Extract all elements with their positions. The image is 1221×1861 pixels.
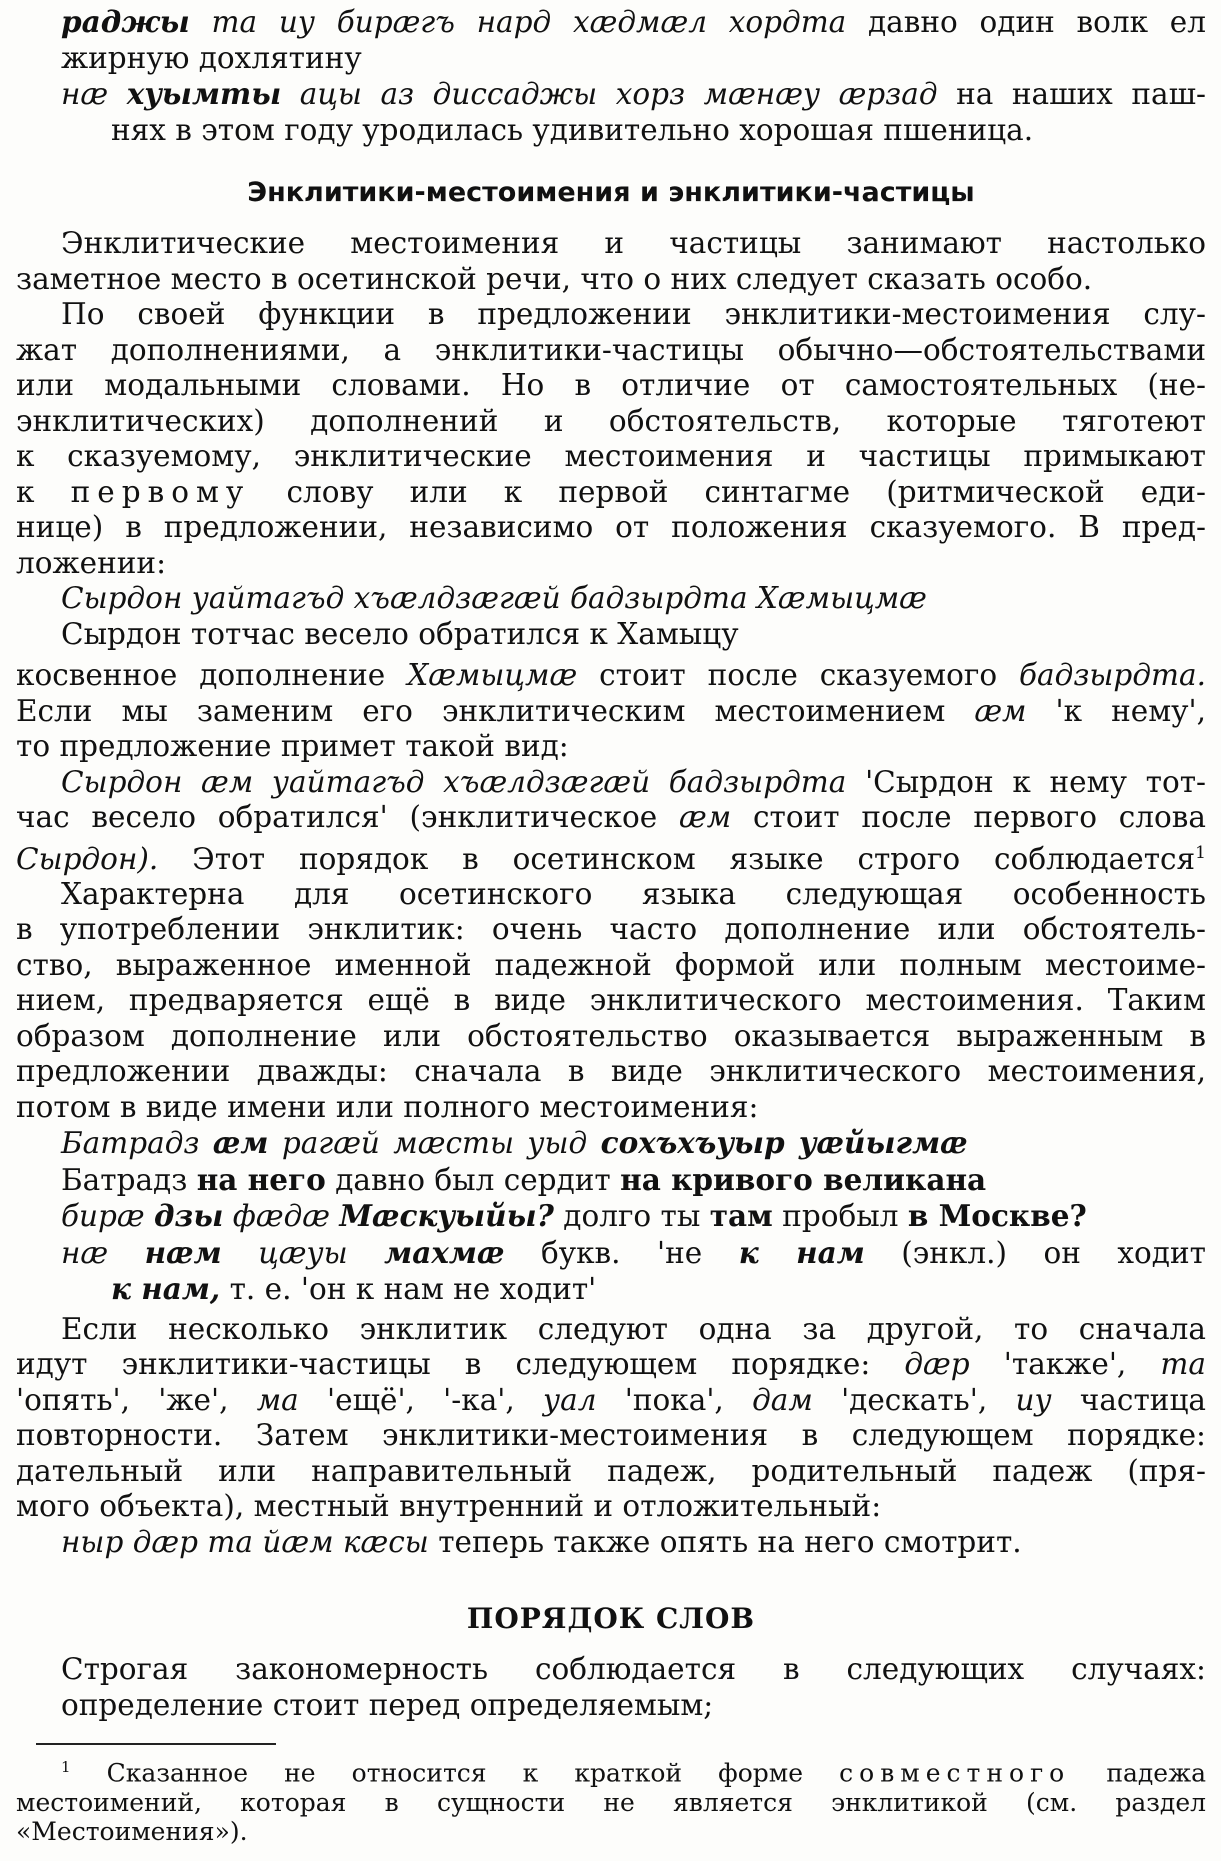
paragraph-line: предложении дважды: сначала в виде энклитического местоимения, (16, 1054, 1206, 1089)
example-line: нæ нæм цæуы махмæ букв. 'не к нам (энкл.) он ходит (61, 1234, 1206, 1270)
example-line: Сырдон æм уайтагъд хъæлдзæгæй бадзырдта 'Сырдон к нему тот- (61, 764, 1206, 799)
paragraph-line: энклитических) дополнений и обстоятельств, которые тяготеют (16, 403, 1206, 438)
paragraph-line: или модальными словами. Но в отличие от самостоятельных (не- (16, 368, 1206, 402)
paragraph-line: повторности. Затем энклитики-местоимения в следующем порядке: (16, 1418, 1206, 1453)
paragraph-line: ство, выраженное именной падежной формой или полным местоиме- (16, 947, 1206, 982)
example-line: ныр дæр та йæм кæсы теперь также опять на него смотрит. (61, 1524, 1022, 1559)
paragraph-line: Если несколько энклитик следуют одна за другой, то сначала (61, 1311, 1206, 1346)
example-line: нæ хуымты ацы аз диссаджы хорз мæнæу æрзад на наших паш- (61, 76, 1206, 111)
example-os-line: Сырдон уайтагъд хъæлдзæгæй бадзырдта Хæмыцмæ (61, 581, 927, 615)
paragraph-line: в употреблении энклитик: очень часто дополнение или обстоятель- (16, 912, 1206, 947)
section-heading: Энклитики-местоимения и энклитики-частицы (247, 177, 975, 208)
footnote-ref: 1 (1195, 842, 1206, 863)
paragraph-line: нице) в предложении, независимо от положения сказуемого. В пред- (16, 510, 1206, 544)
footnote-line: «Местоимения»). (16, 1816, 248, 1846)
paragraph-line: образом дополнение или обстоятельство оказывается выраженным в (16, 1018, 1206, 1053)
paragraph-line: заметное место в осетинской речи, что о них следует сказать особо. (16, 261, 1093, 296)
example-os-text: раджы (61, 4, 190, 39)
paragraph-line: Строгая закономерность соблюдается в следующих случаях: (61, 1652, 1206, 1687)
paragraph-line: жат дополнениями, а энклитики-частицы обычно—обстоятельствами (16, 332, 1206, 367)
paragraph-line: По своей функции в предложении энклитики-местоимения слу- (61, 297, 1206, 331)
example-translation-line: жирную дохлятину (61, 40, 362, 75)
paragraph-line: час весело обратился' (энклитическое æм стоит после первого слова (16, 800, 1206, 834)
spaced-emphasis: первому (70, 474, 251, 509)
footnote-line: $^1$ Сказанное не относится к краткой форме совместного падежа (61, 1758, 1207, 1788)
paragraph-line: мого объекта), местный внутренний и отложительный: (16, 1489, 882, 1524)
example-os-line: Батрадз æм рагæй мæсты уыд сохъхъуыр уæйыгмæ (61, 1125, 968, 1161)
paragraph-line: нием, предваряется ещё в виде энклитического местоимения. Таким (16, 983, 1206, 1018)
paragraph-line: к сказуемому, энклитические местоимения и частицы примыкают (16, 439, 1206, 473)
paragraph-line: Сырдон). Этот порядок в осетинском языке строго соблюдается$^1$ (16, 841, 1206, 876)
example-translation-line: Батрадз на него давно был сердит на кривого великана (61, 1161, 987, 1197)
example-line: бирæ дзы фæдæ Мæскуыйы? долго ты там пробыл в Москве? (61, 1198, 1087, 1234)
paragraph-line: Характерна для осетинского языка следующая особенность (61, 876, 1206, 911)
document-page (16, 4, 1206, 1846)
paragraph-line: 'опять', 'же', ма 'ещё', '-ка', уал 'пока', дам 'дескать', иу частица (16, 1382, 1206, 1417)
paragraph-line: определение стоит перед определяемым; (61, 1687, 714, 1722)
paragraph-line: Если мы заменим его энклитическим местоимением æм 'к нему', (16, 693, 1206, 728)
example-translation-line: Сырдон тотчас весело обратился к Хамыцу (61, 616, 739, 651)
paragraph-line: идут энклитики-частицы в следующем порядке: дæр 'также', та (16, 1347, 1206, 1382)
example-line (16, 4, 1206, 41)
paragraph-line: Энклитические местоимения и частицы занимают настолько (61, 226, 1206, 260)
example-translation: давно один волк ел (868, 5, 1206, 39)
footnote-line: местоимений, которая в сущности не является энклитикой (см. раздел (16, 1787, 1206, 1817)
example-os-text: та иу бирæгъ нард хæдмæл хордта (211, 5, 847, 39)
example-translation-line: нях в этом году уродилась удивительно хорошая пшеница. (111, 112, 1034, 147)
paragraph-line: дательный или направительный падеж, родительный падеж (пря- (16, 1453, 1206, 1488)
paragraph-line: косвенное дополнение Хæмыцмæ стоит после сказуемого бадзырдта. (16, 658, 1206, 692)
paragraph-line: потом в виде имени или полного местоимения: (16, 1089, 759, 1124)
paragraph-line: то предложение примет такой вид: (16, 729, 569, 763)
paragraph-line: к первому слову или к первой синтагме (ритмической еди- (16, 474, 1206, 509)
section-heading: ПОРЯДОК СЛОВ (466, 1602, 756, 1636)
paragraph-line: ложении: (16, 545, 167, 580)
example-line: к нам, т. е. 'он к нам не ходит' (111, 1271, 597, 1307)
footnote-divider (36, 1743, 276, 1745)
